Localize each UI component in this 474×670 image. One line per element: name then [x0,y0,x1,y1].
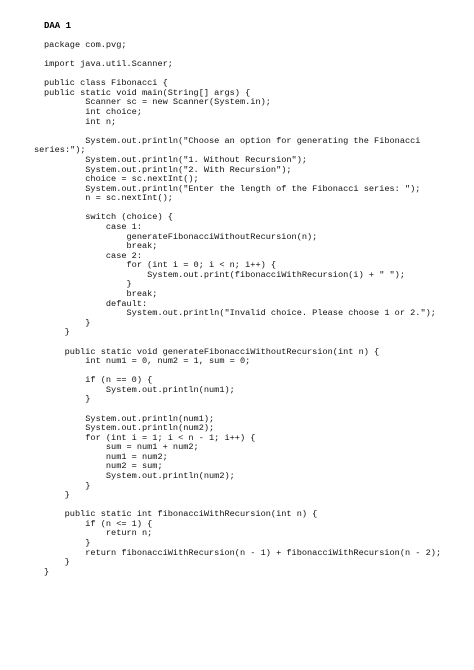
code-line: System.out.println("1. Without Recursion"); [44,154,308,165]
code-line: System.out.println(num2); [44,423,215,434]
code-line: for (int i = 0; i < n; i++) { [44,260,277,271]
code-line: System.out.println("Invalid choice. Please choose 1 or 2."); [44,308,436,319]
code-line: System.out.println("2. With Recursion"); [44,164,292,175]
code-line: } [44,279,132,290]
code-line: System.out.println(num2); [44,471,235,482]
code-line: break; [44,241,158,252]
code-line: n = sc.nextInt(); [44,193,173,204]
document-title: DAA 1 [44,21,72,31]
code-line: public static void main(String[] args) { [44,87,251,98]
code-line: for (int i = 1; i < n - 1; i++) { [44,432,256,443]
code-line: num1 = num2; [44,451,168,462]
code-line: int n; [44,116,117,127]
code-line: } [44,557,70,568]
code-line: num2 = sum; [44,461,163,472]
code-line: } [44,327,70,338]
code-line: } [44,480,91,491]
code-line: package com.pvg; [44,40,127,50]
code-line: break; [44,289,158,300]
code-block [34,40,464,577]
code-line: } [44,317,91,328]
code-line: public class Fibonacci { [44,78,168,89]
code-line: } [44,394,91,405]
code-line: System.out.println("Enter the length of the Fibonacci series: "); [44,183,421,194]
code-line: System.out.print(fibonacciWithRecursion(i) + " "); [44,269,405,280]
code-line: case 1: [44,221,142,232]
code-line: if (n == 0) { [44,375,153,386]
code-line: public static int fibonacciWithRecursion(int n) { [44,509,318,520]
code-line: series:"); [34,145,86,156]
code-line: default: [44,298,148,309]
code-line: System.out.println("Choose an option for generating the Fibonacci [44,135,421,146]
code-line: } [44,566,50,577]
code-line: } [44,490,70,501]
code-line: return n; [44,528,153,539]
code-line: int choice; [44,107,142,118]
code-line: System.out.println(num1); [44,384,235,395]
code-line: case 2: [44,250,142,261]
code-line: sum = num1 + num2; [44,442,199,453]
code-line: choice = sc.nextInt(); [44,174,199,185]
code-line: Scanner sc = new Scanner(System.in); [44,97,271,108]
code-line: public static void generateFibonacciWithoutRecursion(int n) { [44,346,380,357]
code-line: import java.util.Scanner; [44,59,173,70]
code-line: System.out.println(num1); [44,413,215,424]
code-line: if (n <= 1) { [44,518,153,529]
code-line: } [44,538,91,549]
code-line: int num1 = 0, num2 = 1, sum = 0; [44,356,251,367]
code-line: switch (choice) { [44,212,173,223]
code-line: generateFibonacciWithoutRecursion(n); [44,231,318,242]
code-line: return fibonacciWithRecursion(n - 1) + fibonacciWithRecursion(n - 2); [44,547,442,558]
